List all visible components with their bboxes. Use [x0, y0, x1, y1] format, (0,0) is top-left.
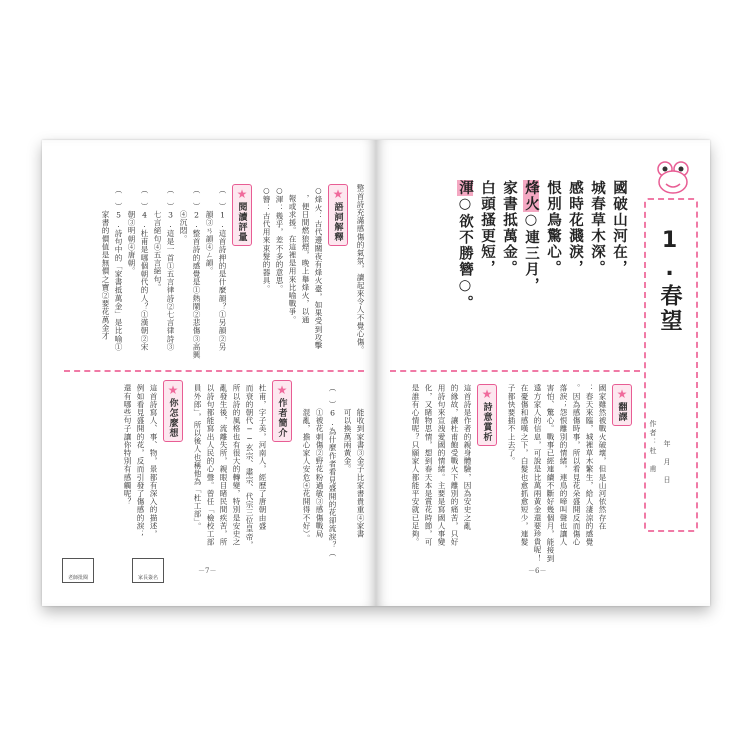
- appreciation-line: 的緣故，讓杜甫飽受戰火下離別的痛苦，只好: [450, 384, 459, 546]
- author-line: 以詩句都能寫出人民的心聲。曾任「檢校工部: [206, 384, 215, 546]
- left-page: [42, 140, 376, 606]
- star-icon: ★: [616, 387, 628, 401]
- poem-line: 恨別鳥驚心。: [545, 180, 561, 276]
- quiz-line: （ ）2.整首詩的感覺是①熱鬧②悲傷③高興: [192, 186, 201, 359]
- author-line: 員外郎」，所以後人也稱他為「杜工部」。: [193, 384, 202, 531]
- poem-title: 1.春望: [657, 228, 682, 334]
- quiz-line: 可以換萬兩黃金。: [343, 384, 352, 474]
- quiz-line: 能收到家書③金子比家書貴重④家書: [356, 384, 365, 538]
- quiz-line: （ ）3.這是一首①五言律詩②七言律詩③: [166, 186, 175, 351]
- translation-line: 害怕、驚心。戰事已經連續不斷好幾個月，能接到: [546, 384, 555, 563]
- translation-line: ：春天來臨，城裡草木繁生，給人淒涼的感覺: [585, 384, 594, 546]
- section-divider: [64, 370, 364, 372]
- vocab-line: ○簪：古代用來束髮的器具。: [262, 186, 271, 293]
- vocab-line: ○渾：幾乎，差不多的意思。: [275, 186, 284, 293]
- frog-mascot-icon: [656, 160, 690, 196]
- appreciation-line: 是誰有心情呢？只願家人都能平安就已足夠。: [411, 384, 420, 546]
- book-spread: [42, 140, 710, 606]
- intro-line: 整首詩充滿感傷的氣氛，讀起來令人不覺心傷。: [356, 184, 365, 355]
- translation-line: 國家雖然被戰火破壞，但是山河依然存在: [598, 384, 607, 530]
- highlighted-word: 烽火: [523, 180, 539, 212]
- section-divider: [390, 370, 640, 372]
- author-label: 作者：杜 甫: [649, 420, 657, 474]
- appreciation-line: 化，又睹物思情，想到春天本是賞花時節，可: [424, 384, 433, 546]
- translation-line: 在憂傷和感嘆之下，白髮也愈抓愈短少，連髮: [520, 384, 529, 546]
- think-line: 這首詩寫人、事、物，景都有深入的描述，: [149, 384, 158, 538]
- star-icon: ★: [276, 383, 288, 397]
- poem-line: 家書抵萬金。: [501, 180, 517, 276]
- teacher-stamp-box: 老師批閱: [62, 558, 94, 583]
- translation-line: 。因為感傷時事，所以看見花朵盛開反而傷心: [572, 384, 581, 546]
- right-page: [376, 140, 710, 606]
- author-line: 所以詩的風格也有很大的轉變，特別是安史之: [232, 384, 241, 546]
- vocab-line: ，便日間燃狼煙，晚上舉烽火，以通: [301, 186, 310, 324]
- quiz-line: ①被花刺傷②野花粉過敏③感傷戰局: [315, 384, 324, 538]
- parent-stamp-box: 家長簽名: [132, 558, 164, 583]
- quiz-line: 混亂，擔心家人安危④花開得不好）。: [302, 384, 311, 543]
- poem-line: 烽火○連三月，: [523, 180, 539, 294]
- think-line: 例如看見盛開的花，反而引發了傷感的淚；: [136, 384, 145, 538]
- star-icon: ★: [332, 187, 344, 201]
- date-label: 年 月 日: [663, 440, 671, 485]
- quiz-line: ④沉悶。: [179, 186, 188, 243]
- translation-line: 子都快要插不上去了。: [507, 384, 516, 465]
- author-intro-tag: ★ 作者簡介: [272, 380, 292, 442]
- think-tag: ★ 你怎麼想: [163, 380, 183, 442]
- appreciation-tag: ★ 詩意賞析: [477, 384, 497, 446]
- poem-line: 白頭搔更短，: [479, 180, 495, 276]
- translation-tag: ★ 翻譯: [612, 384, 632, 426]
- quiz-line: （ ）6.為什麼作者看見盛開的花卻流淚？（: [328, 384, 337, 557]
- star-icon: ★: [481, 387, 493, 401]
- think-line: 還有哪些句子讓你特別有感觸呢？: [123, 384, 132, 506]
- highlighted-word: 渾: [457, 180, 473, 196]
- vocab-line: ○烽火：古代邊關夜有烽火臺，如果受到攻擊: [314, 186, 323, 350]
- page-number: －6－: [528, 567, 547, 575]
- appreciation-line: 這首詩是作者的親身體驗，因為安史之亂: [463, 384, 472, 530]
- author-line: 亂發生後，流離失所，親眼目睹民間疾苦，所: [219, 384, 228, 546]
- poem-line: 國破山河在，: [611, 180, 627, 276]
- title-box: [644, 198, 698, 532]
- translation-line: 落淚；怨恨離別的情緒，連鳥的啼叫聲也讓人: [559, 384, 568, 546]
- quiz-line: （ ）5.詩句中的「家書抵萬金」是比喻①: [114, 186, 123, 351]
- quiz-line: 七言絕句④五言絕句。: [153, 186, 162, 292]
- vocab-line: 報或求援。在這裡是用來比喻戰爭。: [288, 186, 297, 324]
- reading-quiz-tag: ★ 閱讀評量: [232, 184, 252, 246]
- translation-line: 遠方家人的信息，可說是比萬兩黃金還要珍貴呢！: [533, 384, 542, 563]
- quiz-line: （ ）4.杜甫是哪個朝代的人？①漢朝②宋: [140, 186, 149, 351]
- star-icon: ★: [236, 187, 248, 201]
- poem-line: 感時花濺淚，: [567, 180, 583, 276]
- poem-line: 渾○欲不勝簪○。: [457, 180, 473, 311]
- quiz-line: （ ）1.這首詩押的是什麼韻？①另韻②另: [218, 186, 227, 351]
- poem-line: 城春草木深。: [589, 180, 605, 276]
- author-line: 而衰的朝代──玄宗、肅宗、代宗三位皇帝，: [245, 384, 254, 549]
- page-number: －7－: [198, 567, 217, 575]
- appreciation-line: 用詩句來宣洩愛國的情緒。主要是寫國人事變: [437, 384, 446, 546]
- quiz-line: 韻③ㄢ韻④ㄥ韻。: [205, 186, 214, 276]
- vocab-tag: ★ 語詞解釋: [328, 184, 348, 246]
- quiz-line: 朝③明朝④唐朝。: [127, 186, 136, 276]
- quiz-line: 家書的價值是無價之寶②要花萬金才: [101, 186, 110, 340]
- star-icon: ★: [167, 383, 179, 397]
- author-line: 杜甫，字子美，河南人，經歷了唐朝由盛: [258, 384, 267, 530]
